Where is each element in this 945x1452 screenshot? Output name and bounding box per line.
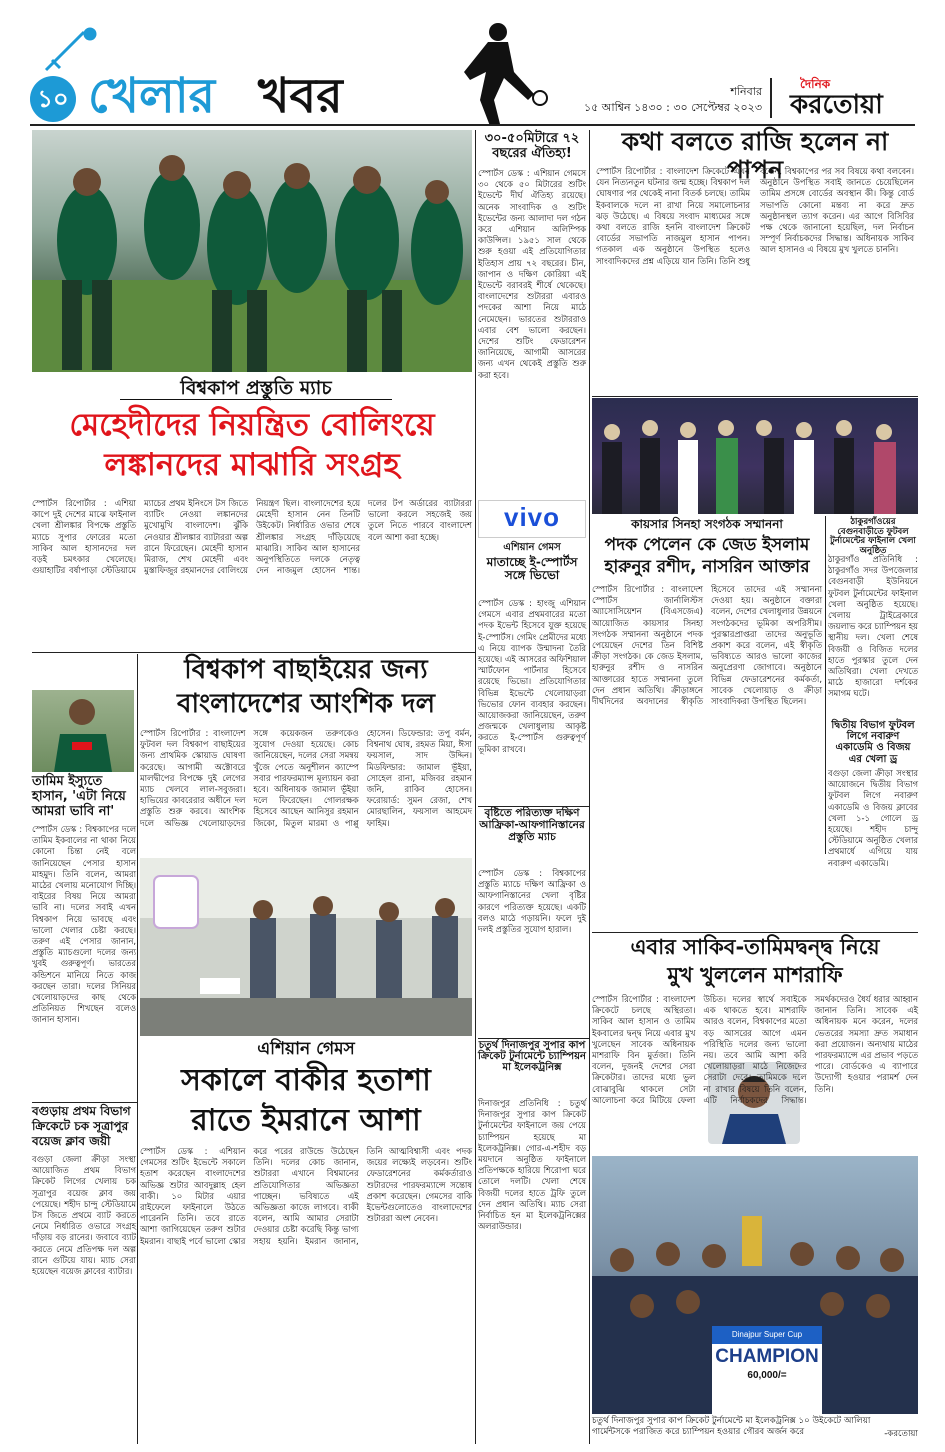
lead-headline-2: লঙ্কানদের মাঝারি সংগ্রহ — [104, 447, 400, 483]
squad-body: স্পোর্টস রিপোর্টার : বাংলাদেশ ফুটবল দল বিশ্বকাপ বাছাইয়ের জন্য প্রাথমিক স্কোয়াড ঘোষণা করেছে। আগামী অক্টোবরে মালদ্বীপের বিপক্ষে দুই লেগের ম্যাচ খেলবে লাল-সবুজরা। হাভিয়ের কাবরেরার অধীনে দল প্রস্তুতি শুরু করবে। আংশিক দলে অভিজ্ঞ খেলোয়াড়দের সঙ্গে কয়েকজন তরুণকেও সুযোগ দেওয়া হয়েছে। কোচ জানিয়েছেন, দলের সেরা সমন্বয় খুঁজে পেতে অনুশীলন ক্যাম্পে সবার পারফরম্যান্স মূল্যায়ন করা হবে। অধিনায়ক জামাল ভূঁইয়া দলে ফিরেছেন। গোলরক্ষক হিসেবে আছেন আনিসুর রহমান জিকো, মিতুল মারমা ও পাপ্পু হোসেন। ডিফেন্ডার: তপু বর্মন, বিশ্বনাথ ঘোষ, রহমত মিয়া, ঈসা ফয়সাল, সাদ উদ্দিন। মিডফিল্ডার: জামাল ভূঁইয়া, সোহেল রানা, মজিবর রহমান জনি, রাকিব হোসেন। ফরোয়ার্ড: সুমন রেজা, শেখ মোরছালিন, ফয়সাল আহমেদ ফাহিম। — [140, 728, 472, 828]
award-headline-2: হারুনুর রশীদ, নাসরিন আক্তার — [604, 557, 810, 577]
award-headline-1: পদক পেলেন কে জেড ইসলাম — [604, 535, 810, 555]
shooting-body: স্পোর্টস ডেস্ক : এশিয়ান গেমসের শুটিং ইভেন্টে সকালে হতাশ করেছেন বাংলাদেশের অভিজ্ঞ শুটার আবদুল্লাহ হেল বাকী। ১০ মিটার এয়ার রাইফেলে ফাইনালে উঠতে পারেননি তিনি। তবে রাতে আশা জাগিয়েছেন তরুণ শুটার ইমরান। বাছাই পর্বে ভালো স্কোর করে পরের রাউন্ডে উঠেছেন তিনি। দলের কোচ জানান, শুটাররা এখানে বিশ্বমানের প্রতিযোগিতার অভিজ্ঞতা পাচ্ছেন। ভবিষ্যতে এই অভিজ্ঞতা কাজে লাগবে। বাকী বলেন, আমি আমার সেরাটা দেওয়ার চেষ্টা করেছি কিন্তু ভাগ্য সহায় হয়নি। ইমরান জানান, তিনি আত্মবিশ্বাসী এবং পদক জয়ের লক্ষ্যেই লড়বেন। শুটিং ফেডারেশনের কর্মকর্তারাও শুটারদের পারফরম্যান্সে সন্তোষ প্রকাশ করেছেন। গেমসের বাকি ইভেন্টগুলোতেও বাংলাদেশের শুটাররা অংশ নেবেন। — [140, 1146, 472, 1246]
shooting-history-title: ৩০-৫০মিটারে ৭২ বছরের ঐতিহ্য! — [484, 131, 580, 161]
masthead-underline — [30, 124, 915, 126]
paper-name-small: দৈনিক — [800, 77, 831, 91]
champion-caption: চতুর্থ দিনাজপুর সুপার কাপ ক্রিকেট টুর্নামেন্টে মা ইলেকট্রনিক্স ১০ উইকেটে আলিয়া গার্মেন্টসকে পরাজিত করে চ্যাম্পিয়ন হওয়ার গৌরব অর্জন করে — [592, 1416, 871, 1437]
rule-h-4 — [478, 806, 589, 807]
paper-name: করতোয়া — [790, 90, 883, 120]
champion-banner-small: Dinajpur Super Cup — [731, 1330, 803, 1339]
mashrafe-body: স্পোর্টস রিপোর্টার : বাংলাদেশ ক্রিকেটে চলছে অস্থিরতা। সাকিব আল হাসান ও তামিম ইকবালের দ্বন্দ্ব নিয়ে এবার মুখ খুলেছেন সাবেক অধিনায়ক মাশরাফি বিন মুর্তজা। তিনি বলেন, দুজনই দেশের সেরা ক্রিকেটার। তাদের মধ্যে ভুল বোঝাবুঝি থাকলে সেটা আলোচনা করে মিটিয়ে ফেলা উচিত। দলের স্বার্থে সবাইকে এক থাকতে হবে। মাশরাফি আরও বলেন, বিশ্বকাপের মতো বড় আসরের আগে এমন পরিস্থিতি দলের জন্য ভালো নয়। তবে আমি আশা করি খেলোয়াড়রা মাঠে নিজেদের সেরাটা দেবে। তামিমকে দলে না রাখার বিষয়ে তিনি বলেন, এটি নির্বাচকদের সিদ্ধান্ত। সমর্থকদেরও ধৈর্য ধরার আহ্বান জানান তিনি। সাবেক এই অধিনায়ক মনে করেন, দলের ভেতরের সমস্যা দ্রুত সমাধান করা প্রয়োজন। অন্যথায় মাঠের পারফরম্যান্সে এর প্রভাব পড়তে পারে। বোর্ডকেও এ ব্যাপারে উদ্যোগী হওয়ার পরামর্শ দেন তিনি। — [592, 994, 918, 1105]
squad-headline-1: বিশ্বকাপ বাছাইয়ের জন্য — [184, 655, 428, 685]
lead-photo — [32, 130, 472, 372]
rule-h-3 — [592, 932, 918, 933]
boyez-body: বগুড়া জেলা ক্রীড়া সংস্থা আয়োজিত প্রথম বিভাগ ক্রিকেট লিগের খেলায় চক সূত্রাপুর বয়েজ ক্লাব জয় পেয়েছে। শহীদ চান্দু স্টেডিয়ামে টস জিতে প্রথমে ব্যাট করতে নেমে নির্ধারিত ওভারে সংগ্রহ দাঁড়ায় বড় রানের। জবাবে ব্যাট করতে নেমে প্রতিপক্ষ দল অল্প রানে গুটিয়ে যায়। ম্যাচ সেরা হয়েছেন বয়েজ ক্লাবের ব্যাটার। — [32, 1154, 136, 1277]
rule-v-3 — [825, 516, 826, 854]
lead-kicker: বিশ্বকাপ প্রস্তুতি ম্যাচ — [120, 378, 392, 400]
lead-headline-1: মেহেদীদের নিয়ন্ত্রিত বোলিংয়ে — [69, 407, 435, 443]
esports-kicker: এশিয়ান গেমস — [503, 542, 561, 553]
tamim-body: স্পোর্টস ডেস্ক : বিশ্বকাপের দলে তামিম ইকবালের না থাকা নিয়ে কোনো চিন্তা নেই বলে জানিয়েছেন পেসার হাসান মাহমুদ। তিনি বলেন, আমরা মাঠের খেলায় মনোযোগ দিচ্ছি। বাইরের বিষয় নিয়ে আমরা ভাবি না। দলের সবাই এখন বিশ্বকাপ নিয়ে ভাবছে এবং ভালো খেলার চেষ্টা করছে। তরুণ এই পেসার জানান, প্রস্তুতি ম্যাচগুলো দলের জন্য খুবই গুরুত্বপূর্ণ। ভারতের কন্ডিশনে মানিয়ে নিতে কাজ করছেন তারা। দলের সিনিয়র খেলোয়াড়দের কাছ থেকে প্রতিনিয়ত শিখছেন বলেও জানান হাসান। — [32, 824, 136, 1025]
award-photo — [592, 398, 918, 514]
squad-headline-2: বাংলাদেশের আংশিক দল — [176, 689, 436, 719]
rain-body: স্পোর্টস ডেস্ক : বিশ্বকাপের প্রস্তুতি ম্যাচে দক্ষিণ আফ্রিকা ও আফগানিস্তানের খেলা বৃষ্টির কারণে পরিত্যক্ত হয়েছে। একটি বলও মাঠে গড়ায়নি। ফলে দুই দলই প্রস্তুতির সুযোগ হারাল। — [478, 868, 586, 935]
vivo-logo: vivo — [503, 502, 561, 532]
issue-date: ১৫ আশ্বিন ১৪৩০ : ৩০ সেপ্টেম্বর ২০২৩ — [584, 101, 762, 114]
title-part-a: খেলার — [88, 68, 216, 124]
cricket-bat-icon — [40, 24, 100, 74]
title-part-b: খবর — [258, 68, 343, 124]
page-number: ১০ — [37, 85, 69, 113]
champion-banner-amount: 60,000/= — [747, 1370, 787, 1381]
tamim-headline: তামিম ইস্যুতে হাসান, 'এটা নিয়ে আমরা ভাবি না' — [32, 774, 126, 819]
dinajpur-body: দিনাজপুর প্রতিনিধি : চতুর্থ দিনাজপুর সুপার কাপ ক্রিকেট টুর্নামেন্টের ফাইনালে জয় পেয়ে চ্যাম্পিয়ন হয়েছে মা ইলেকট্রনিক্স। গোর-এ-শহীদ বড় ময়দানে অনুষ্ঠিত ফাইনালে প্রতিপক্ষকে হারিয়ে শিরোপা ঘরে তোলে দলটি। খেলা শেষে বিজয়ী দলের হাতে ট্রফি তুলে দেন প্রধান অতিথি। ম্যাচ সেরা নির্বাচিত হন মা ইলেকট্রনিক্সের অলরাউন্ডার। — [478, 1098, 586, 1232]
shooting-history-body: স্পোর্টস ডেস্ক : এশিয়ান গেমসে ৩০ থেকে ৫০ মিটারের শুটিং ইভেন্টে দীর্ঘ ঐতিহ্য রয়েছে। অনেক সাংবাদিক ও শুটিং ইভেন্টের জন্য আলাদা দল গঠন করে এশিয়ান অলিম্পিক কাউন্সিল। ১৯৫১ সাল থেকে শুরু হওয়া এই প্রতিযোগিতার ইতিহাস প্রায় ৭২ বছরের। চীন, জাপান ও দক্ষিণ কোরিয়া এই ইভেন্টে বরাবরই শীর্ষে থেকেছে। বাংলাদেশের শুটাররা এবারও পদকের আশা নিয়ে মাঠে নেমেছেন। ভারতের শুটাররাও এবার বেশ ভালো করছেন। দেশের শুটিং ফেডারেশন জানিয়েছে, আগামী আসরের জন্য এখন থেকেই প্রস্তুতি শুরু করা হবে। — [478, 168, 586, 380]
thakurgaon-title: ঠাকুরগাঁওয়ের বেগুনবাড়ীতে ফুটবল টুর্নামেন্টের ফাইনাল খেলা অনুষ্ঠিত — [830, 517, 916, 556]
mashrafe-headline-2: মুখ খুললেন মাশরাফি — [667, 963, 843, 987]
esports-body: স্পোর্টস ডেস্ক : হাংজু এশিয়ান গেমসে এবার প্রথমবারের মতো পদক ইভেন্ট হিসেবে যুক্ত হয়েছে ই-স্পোর্টস। গেমিং প্রেমীদের মধ্যে এ নিয়ে ব্যাপক উন্মাদনা তৈরি হয়েছে। এই আসরের অফিশিয়াল স্মার্টফোন পার্টনার হিসেবে রয়েছে ভিভো। প্রতিযোগিতার বিভিন্ন ইভেন্টে খেলোয়াড়রা ভিভোর ফোন ব্যবহার করছেন। আয়োজকরা জানিয়েছেন, তরুণ প্রজন্মকে খেলাধুলায় আকৃষ্ট করতে ই-স্পোর্টস গুরুত্বপূর্ণ ভূমিকা রাখবে। — [478, 598, 586, 754]
papon-headline: কথা বলতে রাজি হলেন না পাপন — [621, 127, 889, 184]
boyez-headline: বগুড়ায় প্রথম বিভাগ ক্রিকেটে চক সূত্রাপুর বয়েজ ক্লাব জয়ী — [32, 1104, 131, 1148]
bogura-second-div-body: বগুড়া জেলা ক্রীড়া সংস্থার আয়োজনে দ্বিতীয় বিভাগ ফুটবল লিগে নবারুণ একাডেমি ও বিজয় ক্লাবের খেলা ১-১ গোলে ড্র হয়েছে। শহীদ চান্দু স্টেডিয়ামে অনুষ্ঠিত খেলার প্রথমার্ধে এগিয়ে যায় নবারুণ একাডেমি। — [828, 768, 918, 868]
rule-v-2 — [589, 130, 590, 1444]
bogura-second-div-title: দ্বিতীয় বিভাগ ফুটবল লিগে নবারুণ একাডেমি ও বিজয় এর খেলা ড্র — [831, 720, 915, 765]
award-body: স্পোর্টস রিপোর্টার : বাংলাদেশ স্পোর্টস জার্নালিস্টস অ্যাসোসিয়েশন (বিএসজেএ) আয়োজিত কায়সার সিনহা সংগঠক সম্মাননা অনুষ্ঠানে পদক পেয়েছেন দেশের তিন বিশিষ্ট ক্রীড়া সংগঠক। কে জেড ইসলাম, হারুনুর রশীদ ও নাসরিন আক্তারের হাতে সম্মাননা তুলে দেন প্রধান অতিথি। ক্রীড়াঙ্গনে দীর্ঘদিনের অবদানের স্বীকৃতি হিসেবে তাদের এই সম্মাননা দেওয়া হয়। অনুষ্ঠানে বক্তারা বলেন, দেশের খেলাধুলার উন্নয়নে সংগঠকদের ভূমিকা অপরিসীম। পুরস্কারপ্রাপ্তরা তাদের অনুভূতি প্রকাশ করে বলেন, এই স্বীকৃতি ভবিষ্যতে আরও ভালো কাজের অনুপ্রেরণা জোগাবে। অনুষ্ঠানে বিভিন্ন ফেডারেশনের কর্মকর্তা, সাবেক খেলোয়াড় ও ক্রীড়া সাংবাদিকরা উপস্থিত ছিলেন। — [592, 584, 822, 707]
shooting-headline-2: রাতে ইমরানে আশা — [191, 1103, 421, 1138]
rule-h-2 — [592, 396, 918, 397]
shooting-headline-1: সকালে বাকীর হতাশা — [181, 1063, 431, 1098]
rule-v-1 — [475, 130, 476, 1444]
esports-title: মাতাচ্ছে ই-স্পোর্টস সঙ্গে ভিভো — [486, 555, 578, 583]
rule-h-6 — [32, 1102, 137, 1103]
award-caption: কায়সার সিনহা সংগঠক সম্মাননা — [631, 517, 783, 531]
dinajpur-headline: চতুর্থ দিনাজপুর সুপার কাপ ক্রিকেট টুর্নামেন্টে চ্যাম্পিয়ন মা ইলেকট্রনিক্স — [478, 1040, 586, 1074]
footballer-silhouette-icon — [430, 20, 550, 128]
champion-banner-big: CHAMPION — [715, 1346, 819, 1367]
rain-headline: বৃষ্টিতে পরিত্যক্ত দক্ষিণ আফ্রিকা-আফগানিস্তানের প্রস্তুতি ম্যাচ — [479, 807, 585, 843]
weekday: শনিবার — [730, 85, 762, 98]
masthead — [0, 0, 945, 128]
rule-v-4 — [137, 654, 138, 1444]
rule-h-5 — [478, 1038, 589, 1039]
lead-body: স্পোর্টস রিপোর্টার : এশিয়া কাপে দুই দেশের মাঝে ফাইনাল খেলা শ্রীলঙ্কার বিপক্ষে প্রস্তুতি ম্যাচে সুপার ফোরের মতো সাকিব আল হাসানদের দল বড়ই চমৎকার খেলেছে। গুয়াহাটির বর্ষাপাড়া স্টেডিয়ামে ম্যাচের প্রথম ইনিংসে টস জিতে ব্যাটিং নেওয়া লঙ্কানদের মুখোমুখি বাংলাদেশ। ঝুঁকি নেওয়ার শ্রীলঙ্কার ব্যাটাররা অল্প রানে ফিরেছেন। মেহেদী হাসান মিরাজ, শেখ মেহেদী এবং মুস্তাফিজুর রহমানদের বোলিংয়ে নিয়ন্ত্রণ ছিল। বাংলাদেশের হয়ে মেহেদী হাসান নেন তিনটি উইকেট। নির্ধারিত ওভার শেষে শ্রীলঙ্কার সংগ্রহ দাঁড়িয়েছে মাঝারি। সাকিব আল হাসানের অনুপস্থিতিতে দলকে নেতৃত্ব দেন নাজমুল হোসেন শান্ত। দলের টপ অর্ডারের ব্যাটাররা ভালো করলে সহজেই জয় তুলে নিতে পারবে বাংলাদেশ বলে আশা করা হচ্ছে। — [32, 498, 472, 576]
shooting-photo — [140, 858, 472, 1036]
hasan-photo — [32, 690, 134, 772]
shooting-kicker: এশিয়ান গেমস — [257, 1039, 355, 1059]
rule-h-1 — [32, 652, 475, 653]
mashrafe-headline-1: এবার সাকিব-তামিমদ্বন্দ্ব নিয়ে — [630, 935, 880, 959]
papon-body: স্পোর্টস রিপোর্টার : বাংলাদেশ ক্রিকেটে এখন যেন নিত্যনতুন ঘটনার জন্ম হচ্ছে। বিশ্বকাপ দল ঘোষণার পর থেকেই নানা বিতর্ক চলছে। তামিম ইকবালকে দলে না রাখা নিয়ে সমালোচনার ঝড় উঠেছে। এ বিষয়ে সংবাদ মাধ্যমের সঙ্গে কথা বলতে রাজি হননি বাংলাদেশ ক্রিকেট বোর্ডের সভাপতি নাজমুল হাসান পাপন। গতকাল এক অনুষ্ঠানে উপস্থিত হলেও সাংবাদিকদের প্রশ্ন এড়িয়ে যান তিনি। তিনি শুধু বলেন, বিশ্বকাপের পর সব বিষয়ে কথা বলবেন। অনুষ্ঠানে উপস্থিত সবাই জানতে চেয়েছিলেন তামিম প্রসঙ্গে বোর্ডের অবস্থান কী। কিন্তু বোর্ড সভাপতি কোনো মন্তব্য না করে দ্রুত অনুষ্ঠানস্থল ত্যাগ করেন। এর আগে বিসিবির পক্ষ থেকে জানানো হয়েছিল, দল নির্বাচন সম্পূর্ণ নির্বাচকদের সিদ্ধান্ত। অধিনায়ক সাকিব আল হাসানও এ বিষয়ে মুখ খুলতে চাননি। — [596, 166, 914, 266]
thakurgaon-body: ঠাকুরগাঁও প্রতিনিধি : ঠাকুরগাঁও সদর উপজেলার বেগুনবাড়ী ইউনিয়নে ফুটবল টুর্নামেন্টের ফাইনাল খেলা অনুষ্ঠিত হয়েছে। খেলায় ট্রাইব্রেকারে জয়লাভ করে চ্যাম্পিয়ন হয় স্থানীয় দল। খেলা শেষে বিজয়ী ও বিজিত দলের হাতে পুরস্কার তুলে দেন অতিথিরা। খেলা দেখতে মাঠে হাজারো দর্শকের সমাগম ঘটে। — [828, 554, 918, 699]
champion-credit: -করতোয়া — [884, 1429, 918, 1439]
masthead-divider — [770, 78, 772, 118]
